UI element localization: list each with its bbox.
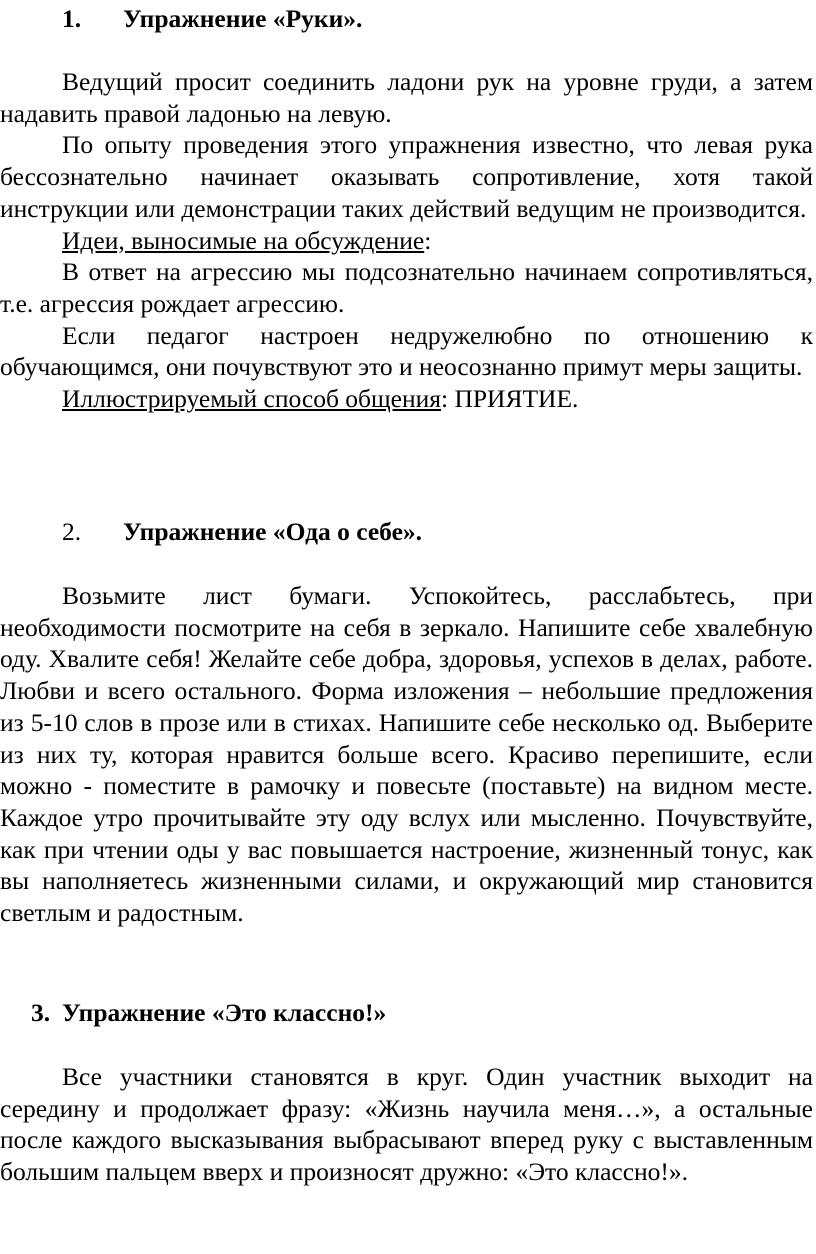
section-2-body (0, 580, 813, 929)
method-label: Иллюстрируемый способ общения (62, 384, 441, 414)
section-1-paragraph-1: Ведущий просит соединить ладони рук на уровне груди, а затем надавить правой ладонью на левую. (0, 67, 813, 128)
section-1-ideas-line (0, 225, 813, 257)
section-3-body (0, 1061, 813, 1188)
section-1-paragraph-2: По опыту проведения этого упражнения известно, что левая рука бессознательно начинает оказывать сопротивление, хотя такой инструкции или демонстрации таких действий ведущим не производится. (0, 130, 813, 223)
section-3-heading (31, 997, 816, 1029)
section-2-title: Упражнение «Ода о себе». (123, 517, 423, 546)
section-1-paragraph-4: Если педагог настроен недружелюбно по отношению к обучающимся, они почувствуют это и неосознанно примут меры защиты. (0, 320, 813, 382)
section-1-number: 1. (62, 4, 82, 33)
section-1-method-line (0, 383, 813, 415)
section-2-paragraph-1: Возьмите лист бумаги. Успокойтесь, расслабьтесь, при необходимости посмотрите на себя в зеркало. Напишите себе хвалебную оду. Хвалите себя! Желайте себе добра, здоровья, успехов в делах, работе. Любви и всего остального. Форма изложения – небольшие предложения из 5-10 слов в прозе или в стихах. Напишите себе несколько од. Выберите из них ту, которая нравится больше всего. Красиво перепишите, если можно - поместите в рамочку и повесьте (поставьте) на видном месте. Каждое утро прочитывайте эту оду вслух или мысленно. Почувствуйте, как при чтении оды у вас повышается настроение, жизненный тонус, как вы наполняетесь жизненными силами, и окружающий мир становится светлым и радостным. (0, 581, 813, 928)
section-1-body (0, 66, 813, 415)
section-3-number: 3. (31, 998, 51, 1027)
ideas-label: Идеи, выносимые на обсуждение (62, 225, 425, 255)
method-value: : ПРИЯТИЕ. (441, 384, 579, 414)
section-2-number: 2. (62, 517, 82, 546)
section-3-paragraph-1: Все участники становятся в круг. Один участник выходит на середину и продолжает фразу: «Жизнь научила меня…», а остальные после каждого высказывания выбрасывают вперед руку с выставленным большим пальцем вверх и произносят дружно: «Это классно!». (0, 1062, 813, 1187)
ideas-colon: : (424, 225, 432, 255)
section-1-title: Упражнение «Руки». (123, 4, 363, 33)
section-1-heading (62, 3, 816, 35)
section-2-heading (62, 516, 816, 548)
section-3-title: Упражнение «Это классно!» (62, 998, 387, 1027)
section-1-paragraph-3: В ответ на агрессию мы подсознательно начинаем сопротивляться, т.е. агрессия рождает агрессию. (0, 257, 813, 318)
